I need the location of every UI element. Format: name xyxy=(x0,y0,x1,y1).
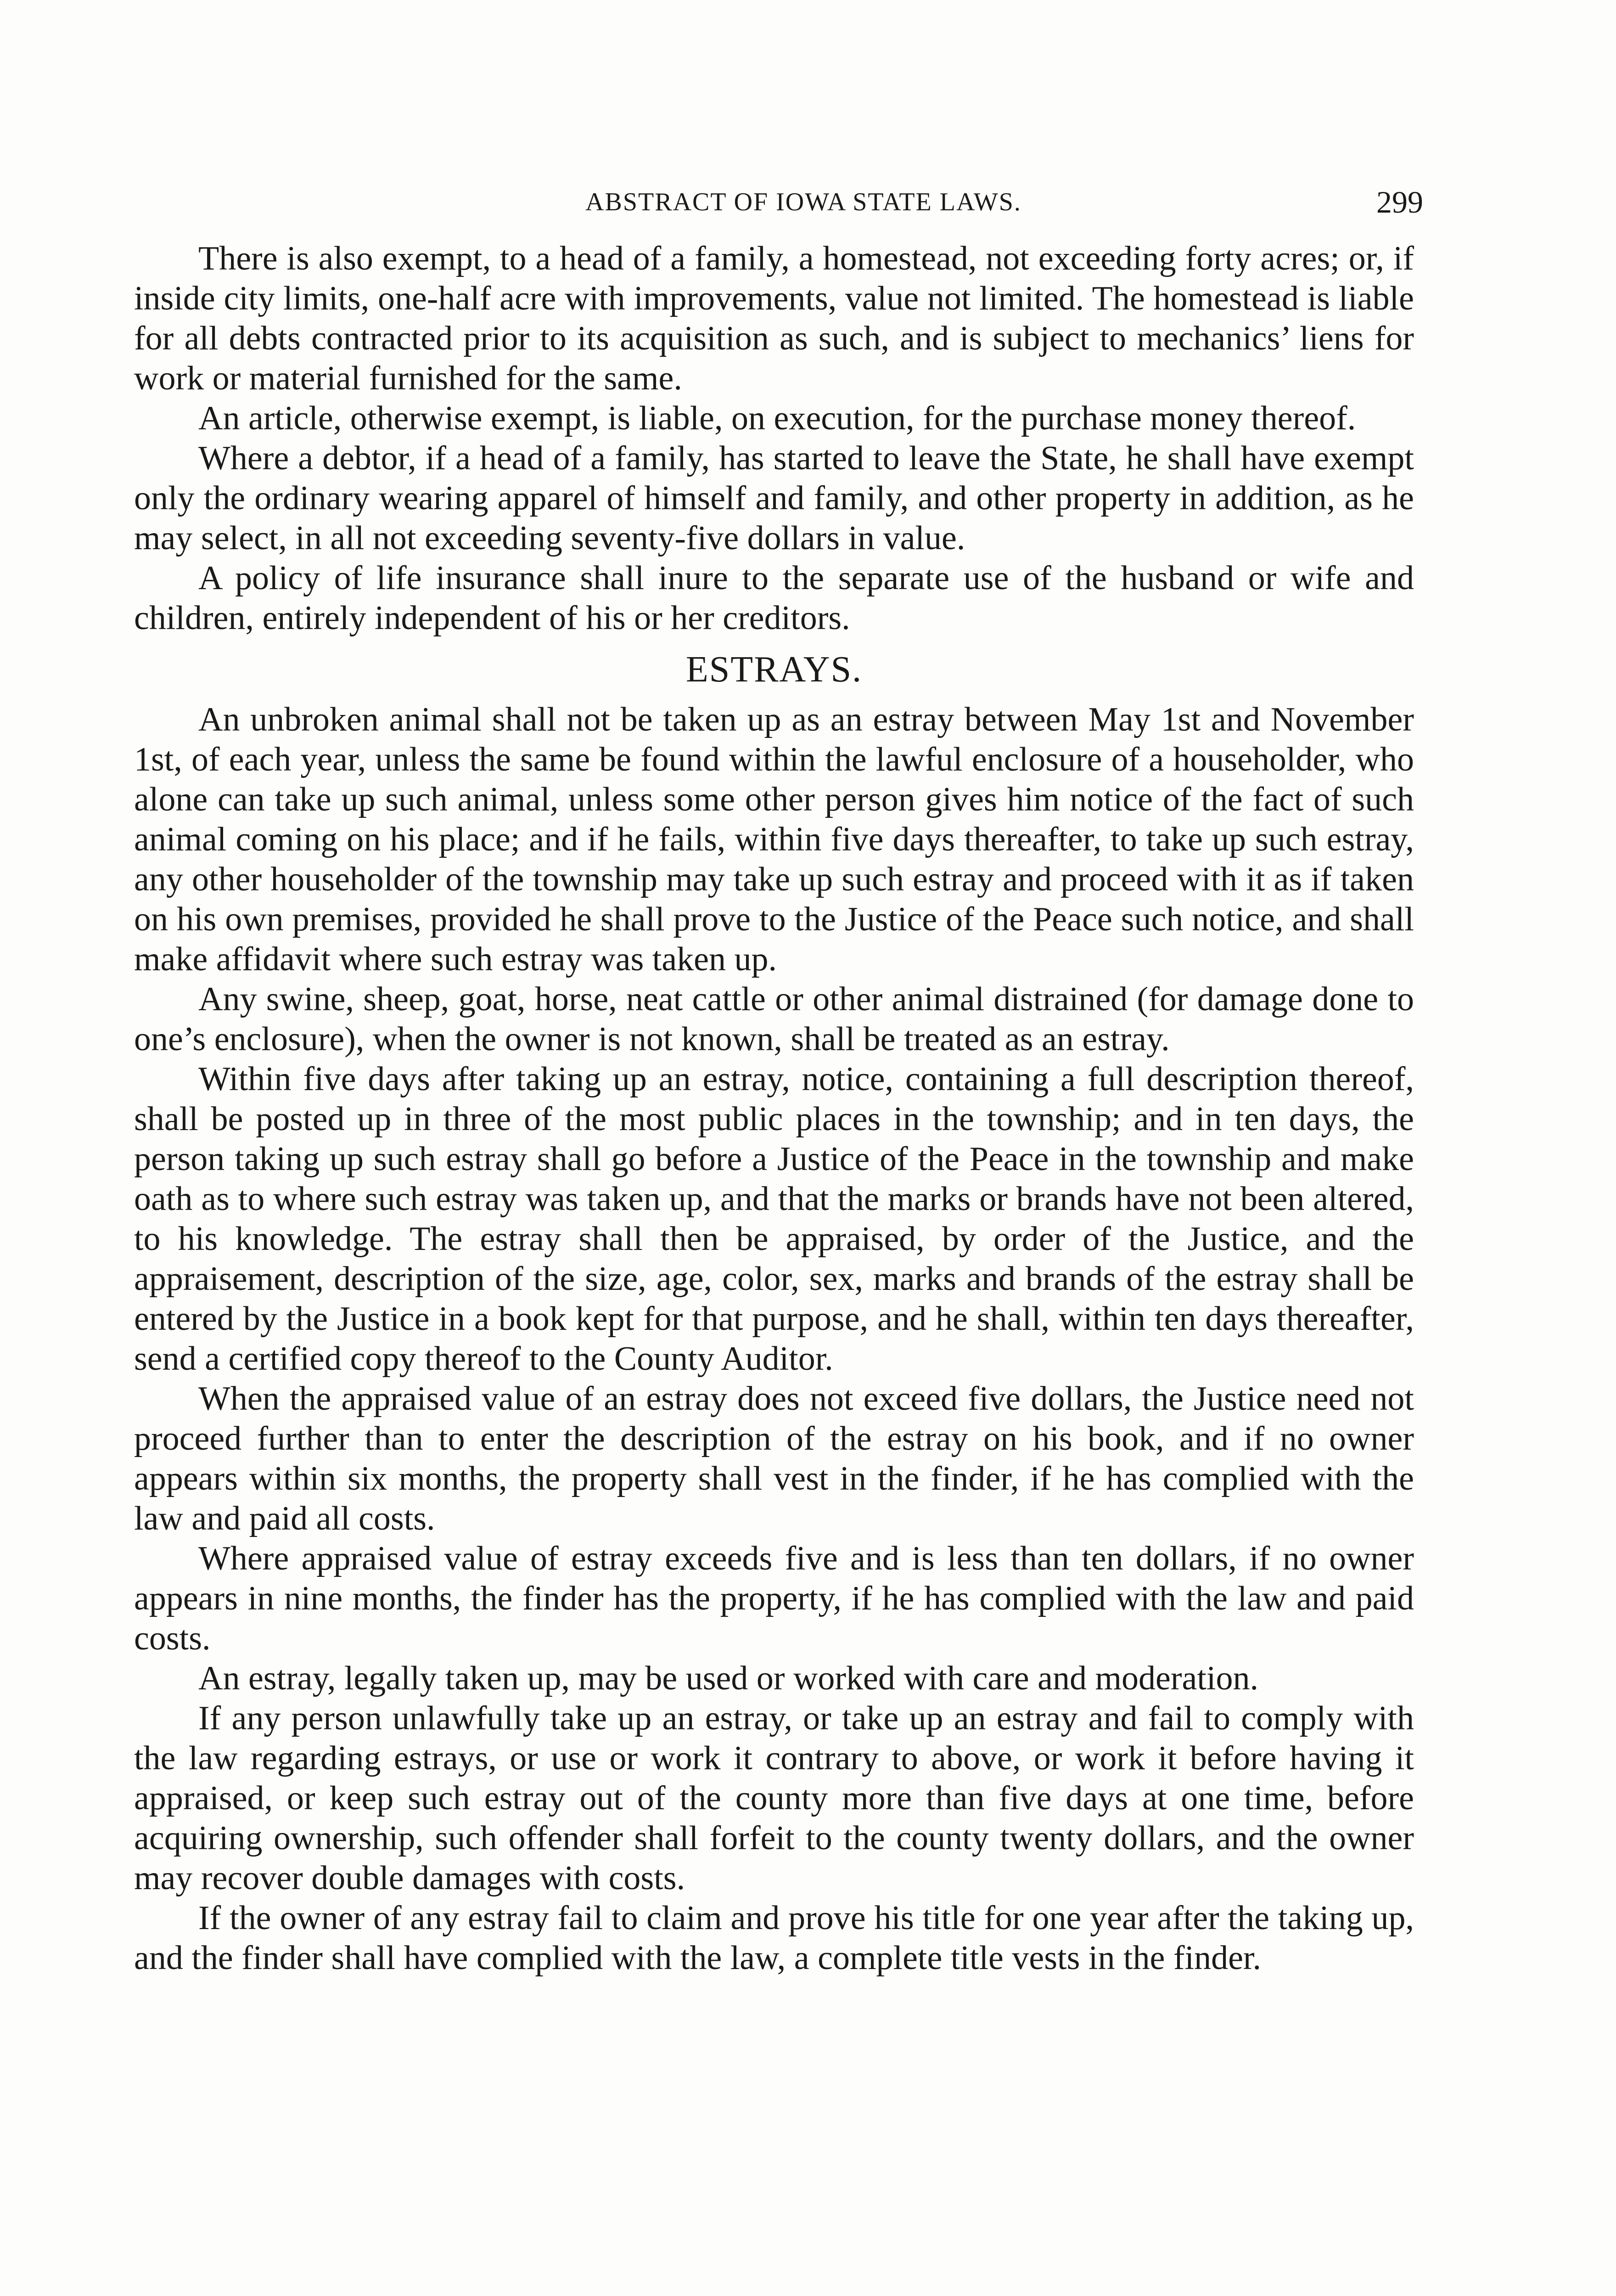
exemption-paragraph-life-insurance: A policy of life insurance shall inure to the separate use of the husband or wife and children, entirely independent of his or her creditors. xyxy=(134,559,1414,637)
estray-paragraph-penalty: If any person unlawfully take up an estray, or take up an estray and fail to comply with the law regarding estrays, or use or work it contrary to above, or work it before having it appraised, or keep such estray out of the county more than five days at one time, before acquiring ownership, such offender shall forfeit to the county twenty dollars, and the owner may recover double damages with costs. xyxy=(134,1699,1414,1897)
exemption-paragraph-leaving-state: Where a debtor, if a head of a family, has started to leave the State, he shall have exempt only the ordinary wearing apparel of himself and family, and other property in addition, as he may select, in all not exceeding seventy-five dollars in value. xyxy=(134,439,1414,557)
estray-paragraph-title-vests: If the owner of any estray fail to claim and prove his title for one year after the taking up, and the finder shall have complied with the law, a complete title vests in the finder. xyxy=(134,1899,1414,1977)
estray-paragraph-notice-appraisal: Within five days after taking up an estray, notice, containing a full description thereof, shall be posted up in three of the most public places in the township; and in ten days, the person taking up such estray shall go before a Justice of the Peace in the township and make oath as to where such estray was taken up, and that the marks or brands have not been altered, to his knowledge. The estray shall then be appraised, by order of the Justice, and the appraisement, description of the size, age, color, sex, marks and brands of the estray shall be entered by the Justice in a book kept for that purpose, and he shall, within ten days thereafter, send a certified copy thereof to the County Auditor. xyxy=(134,1060,1414,1378)
exemption-paragraph-homestead: There is also exempt, to a head of a family, a homestead, not exceeding forty acres; or, if inside city limits, one-half acre with improvements, value not limited. The homestead is liable for all debts contracted prior to its acquisition as such, and is subject to mechanics’ liens for work or material furnished for the same. xyxy=(134,240,1414,397)
estray-paragraph-five-to-ten-dollars: Where appraised value of estray exceeds five and is less than ten dollars, if no owner appears in nine months, the finder has the property, if he has complied with the law and paid costs. xyxy=(134,1540,1414,1657)
page-number: 299 xyxy=(1376,185,1423,219)
estray-paragraph-unbroken-animal: An unbroken animal shall not be taken up as an estray between May 1st and November 1st, of each year, unless the same be found within the lawful enclosure of a householder, who alone can take up such animal, unless some other person gives him notice of the fact of such animal coming on his place; and if he fails, within five days thereafter, to take up such estray, any other householder of the township may take up such estray and proceed with it as if taken on his own premises, provided he shall prove to the Justice of the Peace such notice, and shall make affidavit where such estray was taken up. xyxy=(134,701,1414,978)
estray-paragraph-distrained-animal: Any swine, sheep, goat, horse, neat cattle or other animal distrained (for damage done to one’s enclosure), when the owner is not known, shall be treated as an estray. xyxy=(134,980,1414,1058)
running-title: ABSTRACT OF IOWA STATE LAWS. xyxy=(585,188,1021,216)
body-text xyxy=(134,239,1414,1978)
page-header xyxy=(184,184,1423,230)
exemption-paragraph-purchase-money: An article, otherwise exempt, is liable, on execution, for the purchase money thereof. xyxy=(198,400,1356,437)
section-heading-estrays: ESTRAYS. xyxy=(685,649,863,690)
estray-paragraph-use-and-work: An estray, legally taken up, may be used or worked with care and moderation. xyxy=(198,1660,1258,1697)
estray-paragraph-under-five-dollars: When the appraised value of an estray does not exceed five dollars, the Justice need not proceed further than to enter the description of the estray on his book, and if no owner appears within six months, the property shall vest in the finder, if he has complied with the law and paid all costs. xyxy=(134,1380,1414,1537)
